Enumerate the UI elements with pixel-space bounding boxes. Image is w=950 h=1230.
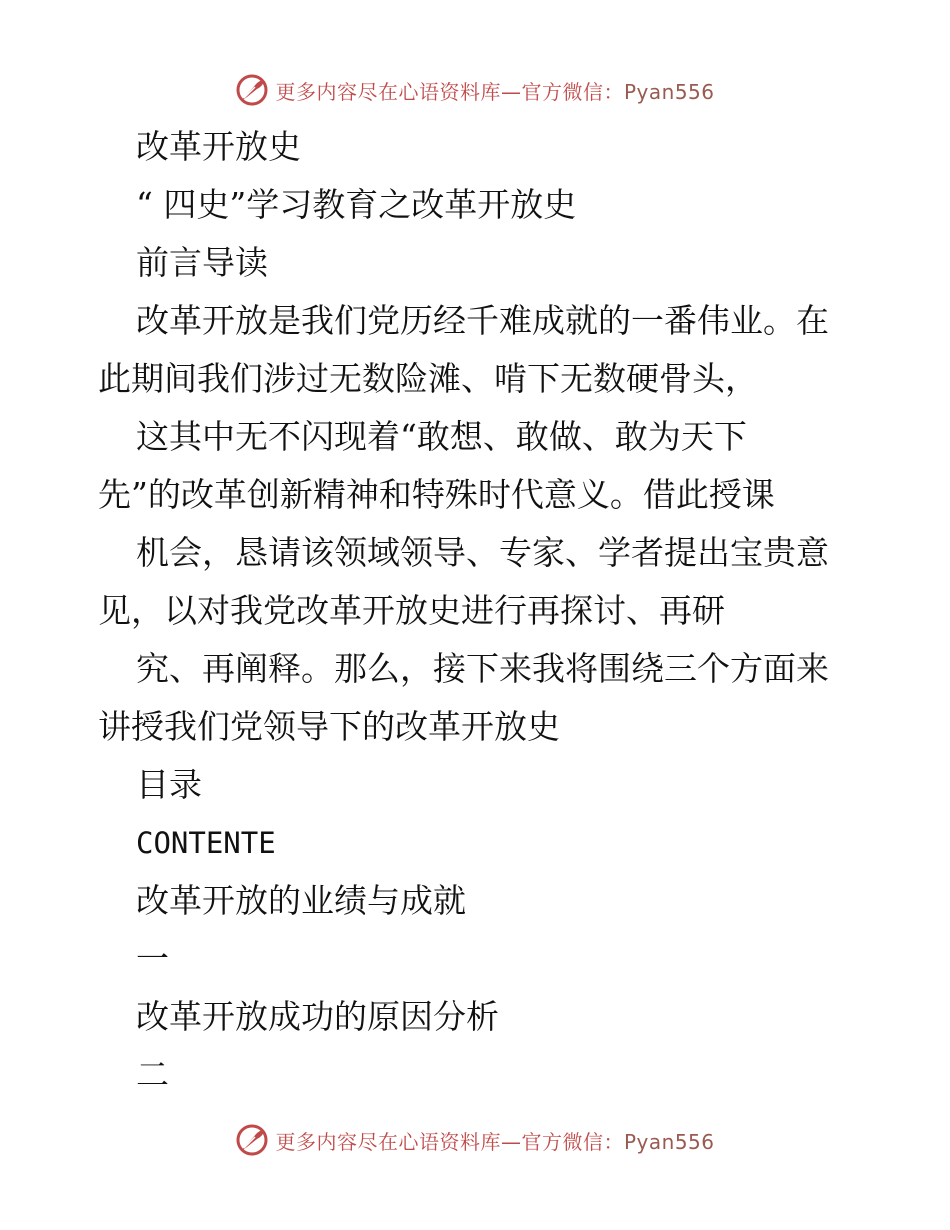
toc-item-title: 改革开放的业绩与成就: [136, 881, 466, 920]
toc-item-title: 改革开放成功的原因分析: [136, 997, 499, 1036]
wechat-id: Pyan556: [623, 1129, 715, 1154]
paragraph-line: 此期间我们涉过无数险滩、啃下无数硬骨头，: [98, 359, 758, 398]
quill-logo-icon: [235, 1123, 269, 1157]
paragraph-line: 改革开放是我们党历经千难成就的一番伟业。在: [136, 301, 829, 340]
toc-item-number: 一: [136, 939, 169, 978]
section-heading-preface: 前言导读: [136, 243, 268, 282]
paragraph-line: 究、再阐释。那么，接下来我将围绕三个方面来: [136, 649, 829, 688]
toc-heading: 目录: [136, 765, 202, 804]
quill-logo-icon: [235, 73, 269, 107]
paragraph-line: 讲授我们党领导下的改革开放史: [98, 707, 560, 746]
paragraph-line: 机会，恳请该领域领导、专家、学者提出宝贵意: [136, 533, 829, 572]
paragraph-line: 见，以对我党改革开放史进行再探讨、再研: [98, 591, 725, 630]
doc-subtitle: “ 四史”学习教育之改革开放史: [136, 185, 577, 224]
paragraph-line: 这其中无不闪现着“敢想、敢做、敢为天下: [136, 417, 747, 456]
footer-watermark-banner: [0, 1120, 950, 1160]
watermark-text: 更多内容尽在心语资料库—官方微信：Pyan556: [275, 1129, 715, 1154]
document-body: [98, 118, 858, 1104]
toc-heading-en: CONTENTE: [136, 826, 276, 860]
watermark-text: 更多内容尽在心语资料库—官方微信：Pyan556: [275, 79, 715, 104]
paragraph-line: 先”的改革创新精神和特殊时代意义。借此授课: [98, 475, 775, 514]
toc-item-number: 二: [136, 1055, 169, 1094]
header-watermark-banner: [0, 70, 950, 110]
doc-title: 改革开放史: [136, 127, 301, 166]
wechat-id: Pyan556: [623, 79, 715, 104]
